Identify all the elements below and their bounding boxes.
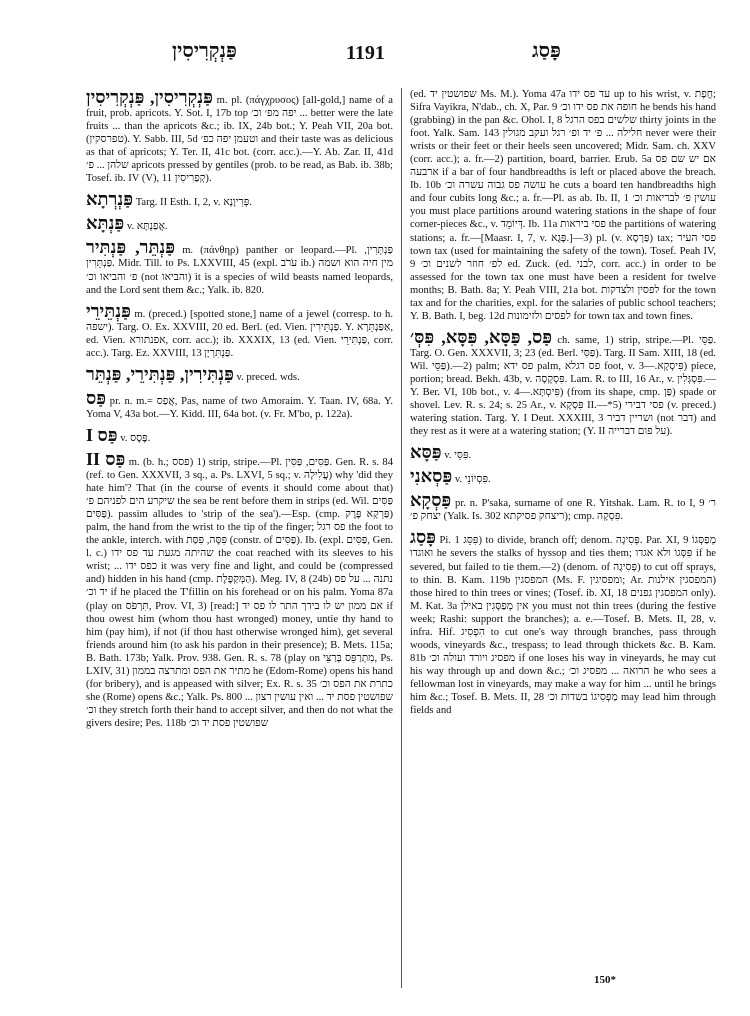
entry-body: pr. n. m.= אֲפַס, Pas, name of two Amoraim. Y. Taan. IV, 68a. Y. Yoma V, 43a bot.—Y. Kidd. III, 64a bot. (v. Fr. M'bo, p. 122a). — [86, 395, 393, 420]
entry-body: m. (preced.) [spotted stone,] name of a jewel (corresp. to h. ישפה). Targ. O. Ex. XXVIII, 20 ed. Berl. (ed. Vien. פַּנְתֵּירִין. Y. אַפַּנְתֵּרָא, ed. Vien. אפנתורא, corr. acc.); ib. XXXIX, 13 (ed. Vien. פַּנְתִּירֵי, corr. acc.). Targ. Ez. XXVIII, 13 פַּנְתִּרְיָן. — [86, 308, 394, 359]
dictionary-entry — [410, 467, 716, 486]
entry-body: m. (b. h.; פסס) 1) strip, stripe.—Pl. פַּסִּים, פַּסִּין. Gen. R. s. 84 (ref. to Gen. XXXVII, 3 sq., a. Ps. LXVI, 5 sq.; v. עֲלִילָה) why 'did they hate him'? That (in the course of events it should come about that) שיקרע הים לפניהם פ׳ the sea be rent before them in strips (ed. Wil. פַּסִּים פַּסִּים). passim alludes to 'strip of the sea').—Esp. (cmp. פַּרְקָא פֶּרֶק) palm, the hand from the wrist to the tip of the finger; פס רגל the foot to the ankle, interch. with פִּסָּה, פִּסַּת (constr. of פַּסִּים). Ib. (expl. פַּסִּים, Gen. l. c.) שהיתה מגעת עד פס ידו the coat reached with its sleeves to his wrist; ... כפס ידו it was very fine and light, and could be (compressed and) hidden in his hand (cmp. הַמְּקַפֶּלֶת). Meg. IV, 8 (24b) נתנה ... על פס יד וכ׳ if he placed the T'fillin on his forehead or on his palm. Yoma 87a (play on תִּרְפֹּס, Prov. VI, 3) [read:] אם ממון יש לו בידך התר לו פס יד if thou owest him (whom thou hast wronged) money, untie thy hand to him (pay him), if not (if thou hast otherwise wronged him), get several friends around him (to ask his pardon in their presence); B. Mets. 115a; B. Bath. 173b; Yalk. Prov. 938. Gen. R. s. 78 (play on מִתְרַפֵּס בְּרַצֵּי, Ps. LXIV, 31) מתיר את הפס ומתרצה בממון he (Edom-Rome) opens his hand (for bribery), and is appeased with silver; Ex. R. s. 35 כתרת את הפס וכ׳ she (Rome) opens &c.; Yalk. Ps. 800 ... שפושטין פסת יד ... ואין עושין רצון וכ׳ they stretch forth their hand to accept silver, and then do not what the givers desire; Pes. 118b שפושטין פסת יד וכ׳ — [86, 456, 394, 729]
dictionary-entry — [86, 88, 393, 185]
entry-headword: פַּנְתֵּירֵי — [86, 300, 131, 321]
dictionary-entry — [410, 443, 716, 462]
entry-body: v. אֲפַנְתָּא. — [126, 221, 168, 233]
entry-body: (ed. שפושטין יד Ms. M.). Yoma 47a עד פס ידו up to his wrist, v. חֲפָת; Sifra Vayikra, N'dab., ch. X, Par. 9 חופה את פס ידו וכ׳ he bends his hand (grabbing) in the pan &c. Ohol. I, 8 שלשים בפס הרגל thirty joints in the foot. Yalk. Sam. 143 חלילה ... פ׳ יד ופ׳ רגל ועקב מגולין never were their wrists or their feet or their heels seen uncovered; Midr. Sam. ch. XXV (corr. acc.); a. fr.—2) partition, board, barrier. Erub. 5a אם יש שם פס ארבעה if a bar of four handbreadths is left or placed above the breach. Ib. 10b עושה פס גבוה עשרה וכ׳ he cuts a board ten handbreadths high and four cubits long &c.; a. fr.—Pl. as ab. Ib. II, 1 עושין פ׳ לבריאות וכ׳ you must place partitions around watering stations in the shape of four corner-pieces &c., v. דְּיוֹמֵד. Ib. 11a פסי ביראות the partitions of watering stations; a. fr.—[Maasr. I, 7, v. פָּגָא.]—3) pl. (v. פַּרְסָא) tax; פסי העיר town tax (used for maintaining the safety of the town). Tosef. Peah IV, 9 לפ׳ חוזר לשנים וכ׳ ed. Zuck. (ed. לבני, corr. acc.) in order to be assessed for the town tax one must have been a resident for twelve months; B. Bath. 8a; Y. Peah VIII, 21a bot. לפסין ולצדקות for the town tax and for the charities, expl. for the salaries of public school teachers; Y. B. Bath. I, beg. 12d לפסים ולזימונות for town tax and town fines. — [410, 89, 717, 322]
dictionary-entry — [410, 491, 716, 523]
entry-headword: פַּסְאנִי — [410, 466, 453, 487]
entry-body: v. פִּסְיוֹנֵי. — [454, 474, 491, 486]
dictionary-entry — [86, 450, 393, 730]
page-number: 1191 — [346, 42, 385, 64]
entry-headword: פַּנְרְתָא — [86, 189, 134, 210]
entry-body: ch. same, 1) strip, stripe.—Pl. פַּסֵּי. Targ. O. Gen. XXXVII, 3; 23 (ed. Berl. פַּסִּי). Targ. II Sam. XIII, 18 (ed. Wil. פַּסֵּי).—2) palm; פס ידא palm, פס רגלא foot, v. פִּיסְקָא.—3) piece, portion; bread. Bekh. 43b, v. פִּסְקָסָה. Lam. R. to III, 16 Ar., v. פִּסְגְּלִין.—Y. Ber. VI, 10b bot., v. פִּיסְתָּא.—4) (from its shape, cmp. פַּן) spade or shovel. Lev. R. s. 24; s. 25 Ar., v. פִּסְקָא II.—*5) פסי דבירי (v. preced.) watering station. Targ. Y. I Deut. XXXIII, 3 ושריין דביר (not דבר) and they rest as it were at a watering station; (Y. II על פום דברייה). — [410, 334, 717, 438]
entry-headword: פַּנְתֵּר, פַּנְתִּיר — [86, 237, 176, 258]
entry-headword: פַּנְקְרִיסִין, פַּנְקְרִיסִין — [86, 87, 213, 107]
left-column — [86, 88, 393, 735]
running-head-right: פָּסַג — [532, 40, 561, 62]
page-header — [0, 40, 750, 70]
entry-headword: פַּס — [86, 387, 107, 408]
entry-headword: פָּסַג — [410, 527, 436, 548]
dictionary-entry — [86, 389, 393, 421]
entry-body: v. preced. wds. — [236, 371, 300, 383]
dictionary-entry — [410, 528, 716, 717]
running-head-left: פַּנְקְרִיסִין — [172, 40, 237, 62]
entry-body: v. פֶּסֶס. — [120, 432, 151, 444]
entry-body: Pi. פִּסֵּג 1) to divide, branch off; denom. פְּסִיגָה. Par. XI, 9 מְפַסְּגוֹ ואוגדו he severs the stalks of hyssop and ties them; פִּסְּגוֹ ולא אגדו if he severed, but failed to tie them.—2) (denom. of פְּסִיגָה) to cut off sprays, to thin. B. Kam. 119b המפסגין (Ms. F. ומפסיגין; Ar. המפסגין אילנות) those hired to thin trees or vines; (Tosef. ib. XI, 18 המפסגין גפנים only). M. Kat. 3a אין מְפַסְּגִין באילן you must not thin trees (during the festive week; Rashi: support the branches); a. e.—Tosef. B. Mets. II, 28, v. infra. Hif. הִפְסִיג to cut one's way through branches, pass through woods, vineyards &c., trespass; to lead through thickets &c. B. Kam. 81b מפסיג ויורד ועולה וכ׳ if one loses his way in vineyards, he may cut his way through up and down &c.; הרואה ... מפסיג וכ׳ he who sees a fellowman lost in vineyards, may make a way for him ... until he brings him &c.; Tosef. B. Mets. II, 28 מַפְסִיגוֹ בשדות וכ׳ may lead him through fields and — [410, 535, 717, 717]
entry-headword: פַּס, פַּסָּא, פִּסָּא, פִּסְּ׳ — [410, 326, 553, 347]
entry-body: Targ. II Esth. I, 2, v. פְּרִיוָנָא. — [135, 197, 252, 209]
entry-body: pr. n. P'saka, surname of one R. Yitshak. Lam. R. to I, 9 ר׳ יצחק פ׳ (Yalk. Is. 302 ריצחק פסיקתא); cmp. פִּסְקָה. — [410, 498, 716, 523]
dictionary-entry — [410, 328, 716, 438]
dictionary-entry — [86, 190, 393, 209]
dictionary-entry — [86, 214, 393, 233]
entry-body: m. pl. (πάγχρυσος) [all-gold,] name of a fruit, prob. apricots. Y. Sot. I, 17b top יפה מפ׳ וכ׳ ... better were the late fruits ... than the apricots &c.; ib. IX, 24b bot.; Y. Peah VII, 20a bot. (טפרסקין). Y. Sabb. III, 5d וטעמן יפה כפ׳ and their taste was as delicious as that of apricots; Y. Ter. II, 41c bot. (corr. acc.).—Y. Ab. Zar. II, 41d שלהן ... פ׳ apricots pressed by gentiles (prob. to be read, as Bab. ib. 38b; Tosef. ib. IV (V), 11 קְפַרִיסִין). — [86, 95, 393, 185]
dictionary-entry-continued — [410, 88, 716, 323]
entry-headword: פַּסְקָא — [410, 490, 452, 511]
entry-body: m. (πάνθηρ) panther or leopard.—Pl. פַּנְתְּרִין, פַּנְתֵּרִין. Midr. Till. to Ps. LXXVIII, 45 (expl. עֹרֹב ib.) מין חיה הוא ושמה פ׳ והביאו וכ׳ (not והביאו) it is a species of wild beasts named leopards, and the Lord sent them &c.; Yalk. ib. 820. — [86, 245, 394, 296]
dictionary-entry — [86, 426, 393, 445]
column-divider — [401, 88, 402, 988]
entry-headword: פַּס II — [86, 448, 126, 469]
entry-body: v. פִּסֵּי. — [444, 450, 472, 462]
entry-headword: פַּסָּא — [410, 442, 442, 463]
dictionary-entry — [86, 365, 393, 384]
right-column — [410, 88, 716, 722]
signature-mark: 150* — [594, 974, 616, 986]
entry-headword: פַּנְתִּירִין, פַּנְתִּירֵי, פַּנְתֵּר — [86, 363, 234, 384]
dictionary-entry — [86, 238, 393, 296]
entry-headword: פַּנְתָּא — [86, 213, 125, 234]
dictionary-entry — [86, 302, 393, 360]
entry-headword: פַּס I — [86, 424, 118, 445]
